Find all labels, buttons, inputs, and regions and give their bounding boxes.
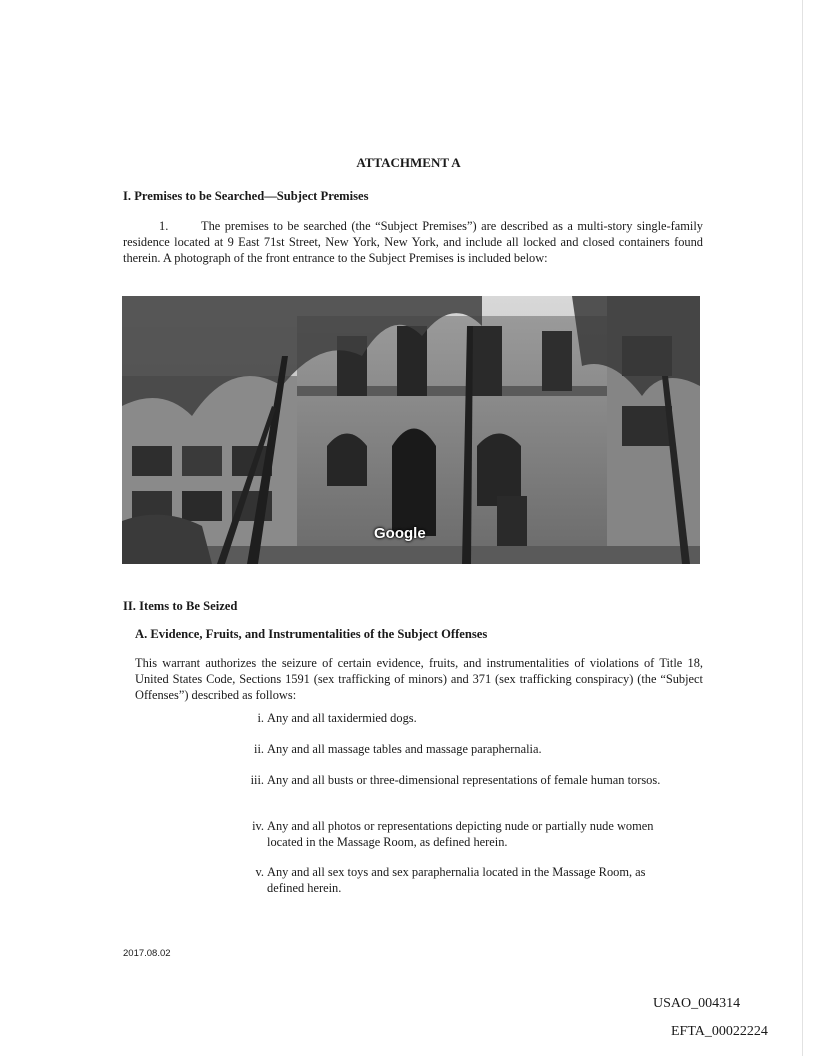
list-item-number: ii. (254, 742, 264, 756)
paragraph-text: The premises to be searched (the “Subject Premises”) are described as a multi-story single-family residence located at 9 East 71st Street, New York, New York, and include all locked and closed containers found therein. A photograph of the front entrance to the Subject Premises is included below: (123, 219, 703, 265)
section-1-heading: I. Premises to be Searched—Subject Premises (123, 189, 369, 203)
list-item-text: Any and all busts or three-dimensional representations of female human torsos. (267, 773, 661, 787)
list-item-text: Any and all sex toys and sex paraphernalia located in the Massage Room, as defined herein. (267, 865, 646, 895)
bates-number-efta: EFTA_00022224 (671, 1024, 768, 1039)
document-date: 2017.08.02 (123, 948, 171, 959)
section-2-intro: This warrant authorizes the seizure of certain evidence, fruits, and instrumentalities of violations of Title 18, United States Code, Sections 1591 (sex trafficking of minors) and 371 (sex trafficking conspiracy) (the “Subject Offenses”) described as follows: (135, 656, 703, 702)
attachment-title: ATTACHMENT A (356, 155, 461, 170)
list-item-number: i. (257, 711, 264, 725)
google-watermark: Google (374, 525, 426, 542)
section-1-paragraph (123, 218, 703, 266)
section-2-subheading: A. Evidence, Fruits, and Instrumentalities of the Subject Offenses (135, 627, 488, 641)
list-item-number: v. (255, 865, 264, 879)
building-photo-illustration (122, 296, 700, 564)
list-item-number: iii. (250, 773, 264, 787)
premises-photo (122, 296, 700, 564)
paragraph-number: 1. (159, 219, 169, 233)
list-item-text: Any and all massage tables and massage paraphernalia. (267, 742, 542, 756)
list-item-text: Any and all taxidermied dogs. (267, 711, 417, 725)
section-2-heading: II. Items to Be Seized (123, 599, 238, 613)
bates-number-usao: USAO_004314 (653, 996, 741, 1011)
list-item-number: iv. (252, 819, 264, 833)
list-item-text: Any and all photos or representations depicting nude or partially nude women located in the Massage Room, as defined herein. (267, 819, 654, 849)
